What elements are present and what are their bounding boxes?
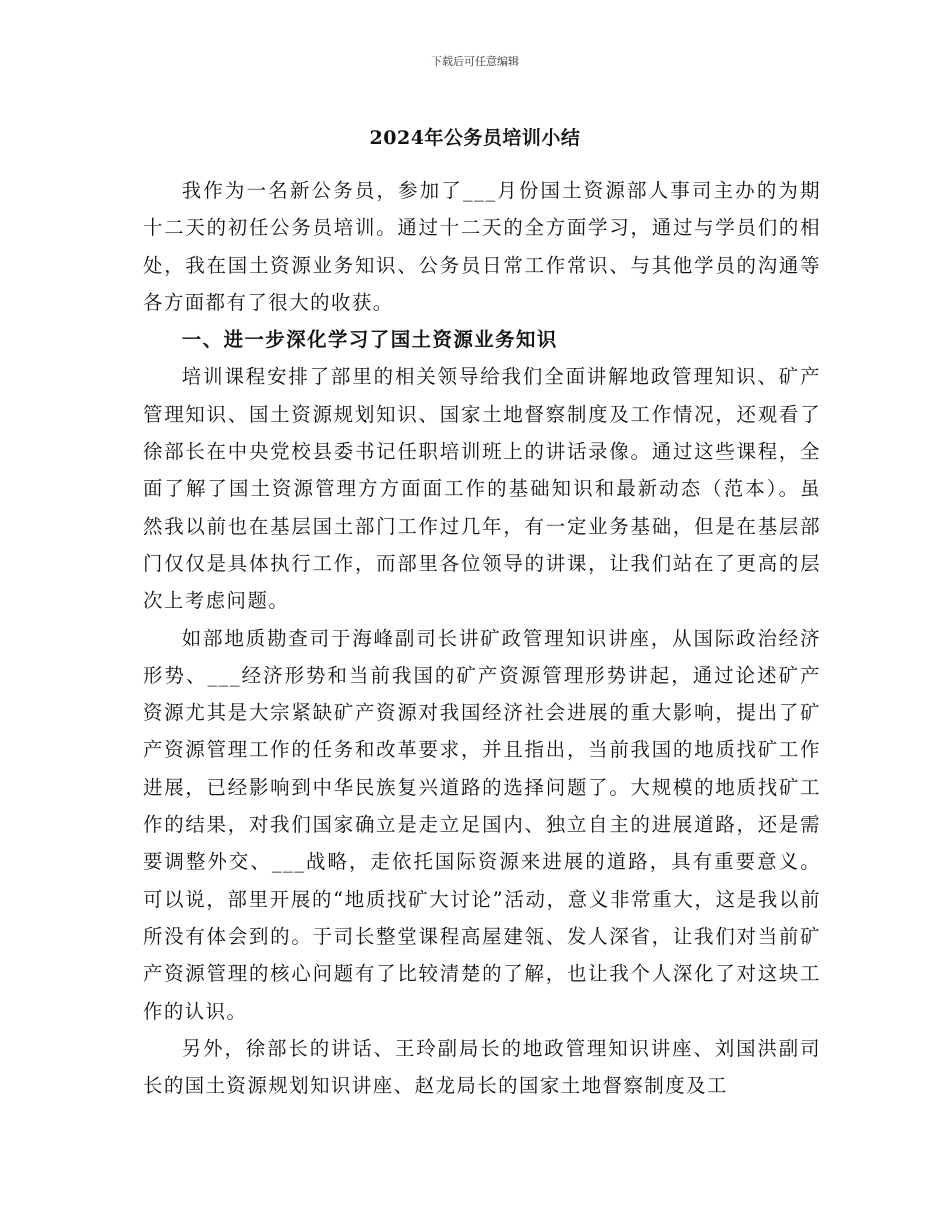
document-title: 2024年公务员培训小结	[369, 127, 581, 149]
paragraph-courses: 培训课程安排了部里的相关领导给我们全面讲解地政管理知识、矿产管理知识、国土资源规划知识、国家土地督察制度及工作情况，还观看了徐部长在中央党校县委书记任职培训班上的讲话录像。通过这些课程，全面了解了国土资源管理方方面面工作的基础知识和最新动态（范本）。虽然我以前也在基层国土部门工作过几年，有一定业务基础，但是在基层部门仅仅是具体执行工作，而部里各位领导的讲课，让我们站在了更高的层次上考虑问题。	[143, 365, 821, 613]
paragraph-mineral-lecture: 如部地质勘查司于海峰副司长讲矿政管理知识讲座，从国际政治经济形势、___经济形势和当前我国的矿产资源管理形势讲起，通过论述矿产资源尤其是大宗紧缺矿产资源对我国经济社会进展的重大影响，提出了矿产资源管理工作的任务和改革要求，并且指出，当前我国的地质找矿工作进展，已经影响到中华民族复兴道路的选择问题了。大规模的地质找矿工作的结果，对我们国家确立是走立足国内、独立自主的进展道路，还是需要调整外交、___战略，走依托国际资源来进展的道路，具有重要意义。可以说，部里开展的“地质找矿大讨论”活动，意义非常重大，这是我以前所没有体会到的。于司长整堂课程高屋建瓴、发人深省，让我们对当前矿产资源管理的核心问题有了比较清楚的了解，也让我个人深化了对这块工作的认识。	[143, 626, 821, 1023]
paragraph-other-lectures: 另外，徐部长的讲话、王玲副局长的地政管理知识讲座、刘国洪副司长的国土资源规划知识讲座、赵龙局长的国家土地督察制度及工	[143, 1036, 821, 1098]
section-heading: 一、进一步深化学习了国土资源业务知识	[181, 328, 558, 352]
header-note: 下载后可任意编辑	[431, 55, 519, 68]
paragraph-intro: 我作为一名新公务员，参加了___月份国土资源部人事司主办的为期十二天的初任公务员培训。通过十二天的全方面学习，通过与学员们的相处，我在国土资源业务知识、公务员日常工作常识、与其他学员的沟通等各方面都有了很大的收获。	[143, 179, 821, 314]
document-body	[143, 172, 821, 1104]
